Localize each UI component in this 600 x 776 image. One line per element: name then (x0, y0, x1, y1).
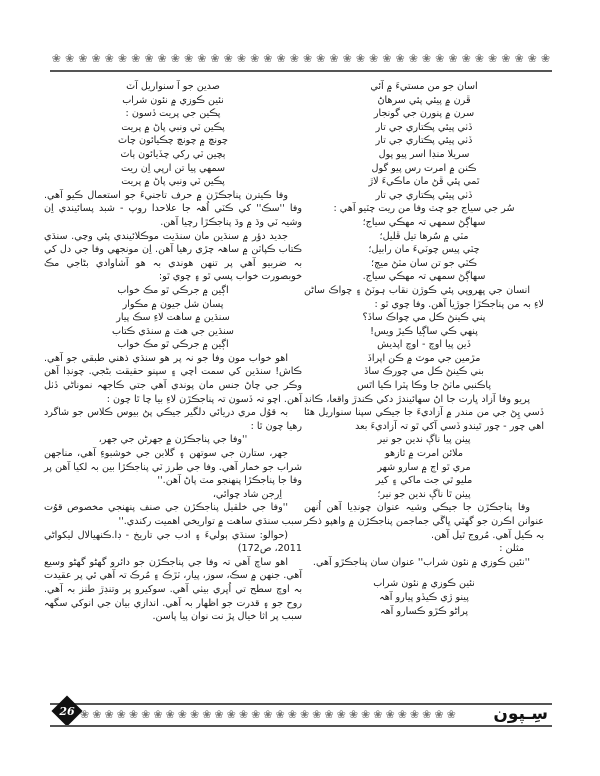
verse-line: پنهي ڪي ساڳيا ڪيڙ ويس! (370, 325, 478, 337)
flower-ornament-icon: ❀ (236, 52, 247, 65)
flower-ornament-icon: ❀ (382, 52, 392, 65)
flower-ornament-icon: ❀ (448, 52, 458, 65)
paragraph: انسان جي ڀهروپي پئي ڪوڙن نقاب ہوٽڻ ۽ چواڪ ساڻن لاءِ بہ من پناجڪڙا جوڙيا آهن. وفا چوي ٿو : (304, 284, 544, 310)
flower-ornament-icon: ❀ (435, 52, 445, 65)
flower-ornament-icon: ❀ (434, 708, 444, 721)
flower-ornament-icon: ❀ (226, 708, 236, 721)
flower-ornament-icon: ❀ (214, 708, 224, 721)
flower-ornament-icon: ❀ (408, 52, 418, 65)
verse-line: پني ڪينڻ ڪل مي چواڪ ساڏ؟ (362, 312, 486, 324)
verse-line: چونچ ۾ چونچ چڪيائون چاٽ (118, 135, 228, 147)
verse-line: ڪٽي جو تن سان مٽڻ ميڄ؛ (371, 257, 477, 269)
verse-line: اڳين ۾ جرڪي ٿو مڪ خواب (117, 284, 229, 296)
verse-line: سمهي پيا تن ارپي اِن ريت (120, 162, 226, 174)
flower-ornament-icon: ❀ (153, 708, 163, 721)
page-number: 26 (59, 705, 75, 718)
flower-ornament-icon: ❀ (165, 708, 175, 721)
flower-ornament-icon: ❀ (527, 52, 537, 65)
paragraph: وفا پناجڪڙن جا جيڪي وشيہ عنوان چونڊيا آهن اُنهن عنوانن اڪرن جو گهٽي ڀاڱي جماجمن پناجڪڙن ۾ واهپو ذڪر بہ ڪيل آهي. مُروج ٿيل آهن. (304, 502, 544, 541)
flower-ornament-icon: ❀ (324, 708, 334, 721)
footer-rule-bottom (50, 725, 552, 727)
verse-line: ڏٺي پيئي پڪتاري جي تار (375, 121, 473, 133)
flower-ornament-row (80, 708, 456, 722)
flower-ornament-row (50, 52, 552, 66)
flower-ornament-icon: ❀ (276, 52, 286, 65)
flower-ornament-icon: ❀ (263, 708, 273, 721)
flower-ornament-icon: ❀ (540, 52, 551, 65)
flower-ornament-icon: ❀ (197, 52, 207, 65)
flower-ornament-icon: ❀ (157, 52, 167, 65)
verse-line: مڙمين جي موٽ ۾ ڪن اپراڏ (367, 352, 481, 364)
verse-line: سنڌين جي هٽ ۾ سنڌي ڪتاب (112, 325, 234, 337)
flower-ornament-icon: ❀ (223, 52, 233, 65)
verse-line: نئين ڪوزي ۾ نئون شراب (122, 94, 224, 106)
verse-line: نئين ڪوزي ۾ نئون شراب (373, 578, 475, 590)
verse-line: صدين جو آ سنواريل آٽ (126, 81, 220, 92)
paragraph: جهر، ستارن جي سوتهن ۽ گلابن جي خوشبوءِ آهي، مناجهن شراب جو خمار آهي. وفا جي طرز ٽي پناجڪڙا بين بہ لکيا آهن پر وفا جا پناجڪڙا پنهنجو مٽ پاڻ آهن.'' (44, 448, 302, 487)
flower-ornament-icon: ❀ (202, 708, 212, 721)
verse-line: پڪين ٽي ونبي پاڻ ۾ پريت (121, 176, 225, 188)
flower-ornament-icon: ❀ (369, 52, 379, 65)
flower-ornament-icon: ❀ (263, 52, 273, 65)
verse-line: پراڻو ڪڙو ڪسارو آهہ (379, 605, 469, 617)
flower-ornament-icon: ❀ (329, 52, 339, 65)
flower-ornament-icon: ❀ (348, 708, 359, 721)
verse-line: سُر جي سياج جو چٽ وفا من ريت چٽيو آهي : (333, 203, 515, 215)
paragraph: پريو وفا آزاد ڀارت جا اڻ سهائيندڙ دکي ڪندڙ واقعا، ڪانڊ ڏسي ڀِڻ جي من مندر ۾ آزاديءَ جا جيڪي سپنا سنواريل هئا اهي چور - چور ٿيندو ڏسي آکي ٿو تہ آزاديءَ بعد (304, 393, 544, 432)
verse-line: سرن ۾ پنورن جي گونجار (373, 108, 475, 120)
flower-ornament-icon: ❀ (422, 708, 432, 721)
paragraph: جديد دؤر ۾ سنڌين مان سنڌيت موڪلائيندي پئي وڃي. سنڌي ڪتاب ڪپاٽن ۾ ساهہ چڙي رهيا آهن. اِن مونجهي وفا جي دل کي بہ ضربيو آهي پر تنهن هوندي بہ هو آشاوادي بڻاجي مڪ خوبصورت خواب پسي ٿو ۽ چوي ٿو: (44, 230, 302, 283)
flower-ornament-icon: ❀ (299, 708, 310, 721)
flower-ornament-icon: ❀ (287, 708, 297, 721)
spacer (304, 569, 544, 577)
flower-ornament-icon: ❀ (342, 52, 352, 65)
flower-ornament-icon: ❀ (461, 52, 471, 65)
paragraph: اهو ساچ آهي تہ وفا جي پناجڪڙن جو دائرو گهڻو گهڻو وسيع آهي. جنهن ۾ سڪ، سوز، پيار، ٽڙڪ ۽ مُرڪ تہ آهي ئي پر عقيدت بہ اوچ سطح تي اُڀري بيٺي آهي. سوکيرو پر وتنڊڙ طنز بہ آهي. روح جو ۽ قدرت جو اظهار بہ آهي. اندازي بيان جي انوکي سگهہ سبب پر اثا خيال پڙ نت نوان پيا پاسن. (44, 556, 302, 623)
verse-line: پسان شل جيون ۾ مڪوار (122, 298, 224, 310)
flower-ornament-icon: ❀ (409, 708, 420, 721)
header-rule (50, 70, 552, 72)
flower-ornament-icon: ❀ (275, 708, 285, 721)
verse-line: ڏٺي پيئي پڪتاري جي تار (375, 189, 473, 201)
flower-ornament-icon: ❀ (446, 708, 456, 721)
verse-line: ملائن امرت ۾ ٿازهو (385, 448, 463, 460)
verse-line: پڪين جي پريت ڏسون : (125, 108, 221, 120)
right-column (304, 80, 556, 692)
flower-ornament-icon: ❀ (116, 708, 126, 721)
flower-ornament-icon: ❀ (177, 708, 187, 721)
verse-line: ڦرن ۾ پيئي پئي سرهاڻ (377, 94, 471, 106)
flower-ornament-icon: ❀ (385, 708, 395, 721)
paragraph: ''نئين ڪوزي ۾ نئون شراب'' عنوان سان پناجڪڙو آهي. (312, 556, 530, 568)
flower-ornament-icon: ❀ (421, 52, 432, 65)
flower-ornament-icon: ❀ (488, 52, 498, 65)
verse-line: سهاڳڻ سمهي تہ مهڪي سياج. (362, 271, 486, 283)
verse-line: اڳين ۾ جرڪي ٿو مڪ خواب (117, 339, 229, 351)
verse-line: سريلا منڊا اسر پيو پول (378, 148, 470, 160)
flower-ornament-icon: ❀ (210, 52, 220, 65)
flower-ornament-icon: ❀ (141, 708, 151, 721)
verse-line: ڏٺي پيئي پڪتاري جي تار (375, 135, 473, 147)
flower-ornament-icon: ❀ (302, 52, 313, 65)
verse-line: ڪنن ۾ امرت رس پيو گول (371, 162, 477, 174)
flower-ornament-icon: ❀ (514, 52, 524, 65)
flower-ornament-icon: ❀ (397, 708, 407, 721)
flower-ornament-icon: ❀ (92, 708, 102, 721)
flower-ornament-icon: ❀ (336, 708, 346, 721)
label-line: اِرجن شاد چوائي، (212, 488, 282, 500)
flower-ornament-icon: ❀ (501, 52, 511, 65)
flower-ornament-icon: ❀ (251, 708, 261, 721)
verse-line: پاڪنبي ماٺڻ جا وڪا پٽرا ڪيا اٿس (356, 380, 492, 392)
flower-ornament-icon: ❀ (104, 52, 114, 65)
left-column (44, 80, 302, 692)
flower-ornament-icon: ❀ (117, 52, 128, 65)
magazine-title: سِـپون (493, 704, 548, 724)
verse-line: پينو ڙي ڪيڏو پيارو آهہ (379, 591, 469, 603)
verse-line: مري ٿو اڄ ۾ سارو شهر (377, 461, 471, 473)
label-line: مثلن : (499, 543, 524, 555)
flower-ornament-icon: ❀ (144, 52, 154, 65)
flower-ornament-icon: ❀ (189, 708, 200, 721)
verse-line: پڪين ٽي ونبي پاڻ ۾ پريت (121, 121, 225, 133)
footer-rule-top (50, 703, 552, 705)
paragraph: بہ قوُل مري دريائي دلگير جيڪي پڻ بيوس ڪلاس جو شاگرد رهيا چون ٿا : (44, 407, 302, 432)
verse-line: مليو ٿي جت ماکي ۽ کير (375, 475, 473, 487)
page-footer (50, 703, 552, 727)
flower-ornament-icon: ❀ (238, 708, 249, 721)
header-ornament-border (50, 52, 552, 76)
paragraph: (حوالو: سنڌي ٻوليءَ ۽ ادب جي تاريخ - ڊا.ڪنهيالال ليکواڻي 2011، ص172) (44, 529, 302, 555)
flower-ornament-icon: ❀ (355, 52, 366, 65)
verse-line: اسان جو من مستيءَ ۾ آئي (370, 81, 478, 92)
verse-line: ٿمي پئي ڦڻ مان ماڪيءَ لاڙ (368, 176, 480, 188)
verse-line: چٽي پيس چوٽيءَ مان رابيل؛ (368, 244, 480, 256)
verse-line: سنڌين ۾ ساهت لاءِ سڪ پيار (116, 312, 230, 324)
verse-line: پيٺن پيا ناڳ ندين جو نير (377, 434, 471, 446)
flower-ornament-icon: ❀ (131, 52, 141, 65)
verse-line: بني ڪينڻ ڪل مي چورڪ ساڏ (364, 366, 484, 378)
flower-ornament-icon: ❀ (373, 708, 383, 721)
flower-ornament-icon: ❀ (361, 708, 371, 721)
flower-ornament-icon: ❀ (395, 52, 405, 65)
verse-line: ''وفا جي پناجڪڙن ۾ جهرڻن جي جهر، (98, 434, 248, 446)
flower-ornament-icon: ❀ (289, 52, 299, 65)
paragraph: اهو خواب مون وفا جو نہ پر هو سنڌي ذهني طبقي جو آهي. ڪاش! سنڌين کي سمت اچي ۽ سپنو حقيقت بڻجي. چونڊا آهن وڪر جي چاڻ جنس مان پوندي آهي جتي ڪاجهہ نموناڻي ڏٺل آهن. اچو تہ ڏسون تہ پناجڪڙن لاءِ بيا چا ٿا چون : (44, 352, 302, 405)
flower-ornament-icon: ❀ (250, 52, 260, 65)
verse-line: ٻچين ٽي رکي چڏيائون ٻاٽ (120, 148, 226, 160)
paragraph: وفا ڪيترن پناجڪڙن ۾ حرف تاجنيءَ جو استعمال ڪيو آهي. وفا ''سڪ'' کي ڪٽي اُهہ جا علاحدا روپ - شبد پسائيندي اِن وشيہ ٽي وڌ ۾ وڌ پناجڪڙا رچيا آهن. (44, 189, 302, 228)
flower-ornament-icon: ❀ (128, 708, 139, 721)
verse-line: پيٺن ٿا ناڳ ندين جو نير؛ (377, 488, 471, 500)
flower-ornament-icon: ❀ (183, 52, 194, 65)
flower-ornament-icon: ❀ (80, 708, 90, 721)
flower-ornament-icon: ❀ (78, 52, 88, 65)
flower-ornament-icon: ❀ (104, 708, 114, 721)
flower-ornament-icon: ❀ (316, 52, 326, 65)
flower-ornament-icon: ❀ (91, 52, 101, 65)
flower-ornament-icon: ❀ (51, 52, 61, 65)
paragraph: ''وفا جي خلقيل پناجڪڙن جي صنف پنهنجي مخصوص قوُت سبب سنڌي ساهت ۾ تواريخي اهميت رکندي.'' (44, 502, 302, 527)
article-body (44, 80, 556, 692)
flower-ornament-icon: ❀ (312, 708, 322, 721)
verse-line: مٽي ۾ سُرها تيل ڦليل؛ (379, 230, 469, 242)
verse-line: سهاڳڻ سمهي تہ مهڪي سياج؛ (362, 216, 486, 228)
verse-line: ڏين پيا اوچ - اوچ اپديش (377, 339, 471, 351)
flower-ornament-icon: ❀ (474, 52, 484, 65)
flower-ornament-icon: ❀ (170, 52, 180, 65)
flower-ornament-icon: ❀ (65, 52, 75, 65)
